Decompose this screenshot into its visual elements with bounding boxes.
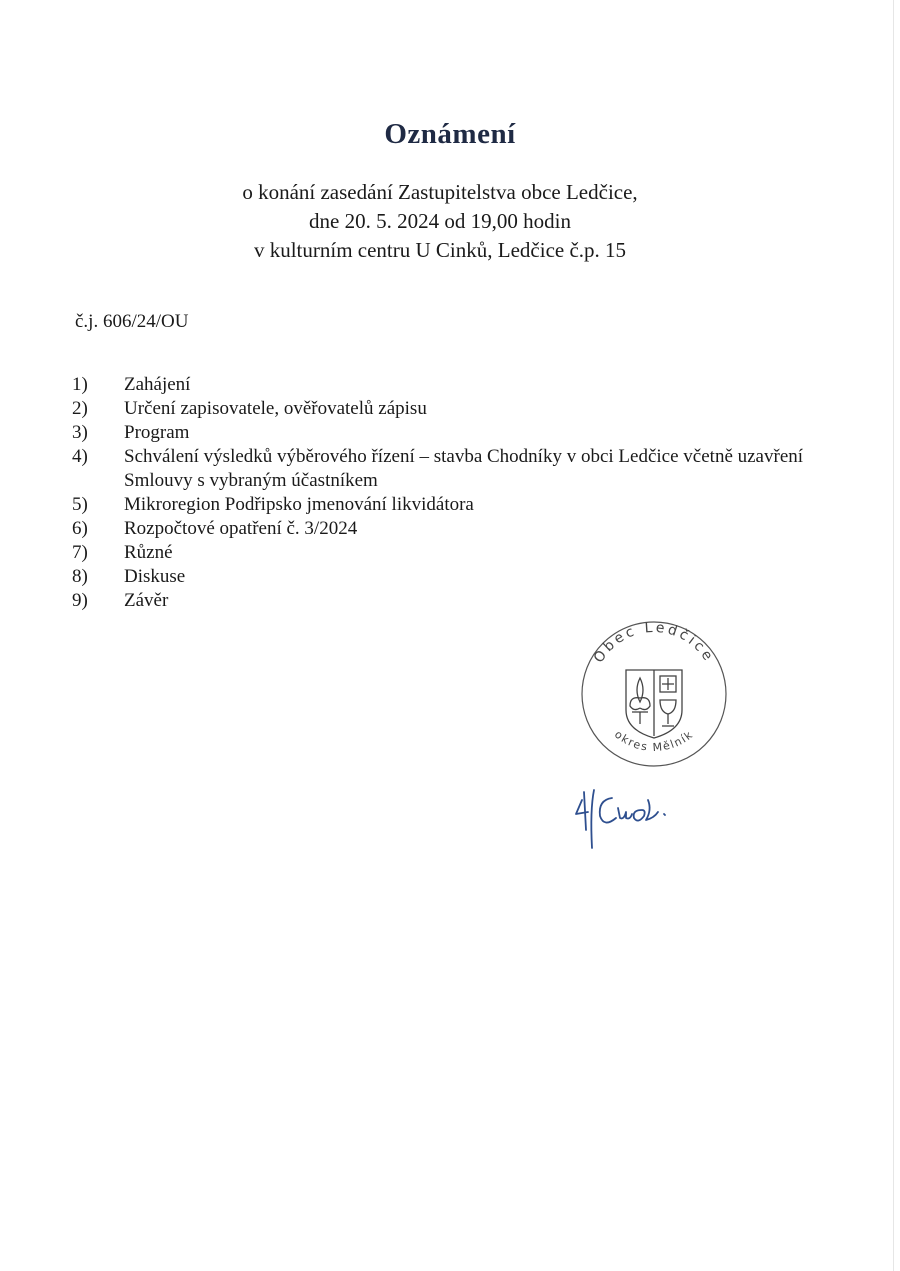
agenda-item xyxy=(72,421,852,445)
agenda-item-text: Závěr xyxy=(124,590,169,611)
agenda-item-number: 9) xyxy=(72,590,88,611)
reference-number: č.j. 606/24/OU xyxy=(75,311,189,332)
agenda-item-text: Schválení výsledků výběrového řízení – stavba Chodníky v obci Ledčice včetně uzavření Smlouvy s vybraným účastníkem xyxy=(124,446,804,491)
agenda-item-number: 7) xyxy=(72,542,88,563)
document-title: Oznámení xyxy=(384,118,516,150)
agenda-item-text: Rozpočtové opatření č. 3/2024 xyxy=(124,518,358,539)
meeting-details-line-3: v kulturním centru U Cinků, Ledčice č.p. 15 xyxy=(253,238,627,262)
meeting-details-line-1: o konání zasedání Zastupitelstva obce Ledčice, xyxy=(242,180,638,204)
agenda-item-text: Program xyxy=(124,422,190,443)
meeting-details-line-2: dne 20. 5. 2024 od 19,00 hodin xyxy=(309,209,571,233)
agenda-item-number: 8) xyxy=(72,566,88,587)
agenda-list xyxy=(72,373,852,613)
agenda-item xyxy=(72,517,852,541)
page-edge-divider xyxy=(893,0,894,1271)
signature xyxy=(568,770,708,860)
agenda-item-number: 5) xyxy=(72,494,88,515)
stamp-top-text: Obec Ledčice xyxy=(590,619,718,666)
agenda-item xyxy=(72,373,852,397)
agenda-item xyxy=(72,565,852,589)
agenda-item xyxy=(72,445,852,493)
agenda-item-text: Zahájení xyxy=(124,374,191,395)
agenda-item xyxy=(72,589,852,613)
agenda-item-text: Mikroregion Podřipsko jmenování likvidátora xyxy=(124,494,474,515)
agenda-item-number: 6) xyxy=(72,518,88,539)
agenda-item-number: 3) xyxy=(72,422,88,443)
agenda-item-text: Určení zapisovatele, ověřovatelů zápisu xyxy=(124,398,427,419)
coat-of-arms-icon xyxy=(626,670,682,738)
agenda-item xyxy=(72,397,852,421)
municipal-stamp xyxy=(568,612,738,772)
agenda-item-text: Diskuse xyxy=(124,566,186,587)
agenda-item xyxy=(72,493,852,517)
agenda-item-number: 4) xyxy=(72,446,88,467)
agenda-item-text: Různé xyxy=(124,542,173,563)
stamp-bottom-text: okres Mělník xyxy=(612,727,696,755)
meeting-details xyxy=(0,178,880,265)
agenda-item xyxy=(72,541,852,565)
agenda-item-number: 2) xyxy=(72,398,88,419)
agenda-item-number: 1) xyxy=(72,374,88,395)
